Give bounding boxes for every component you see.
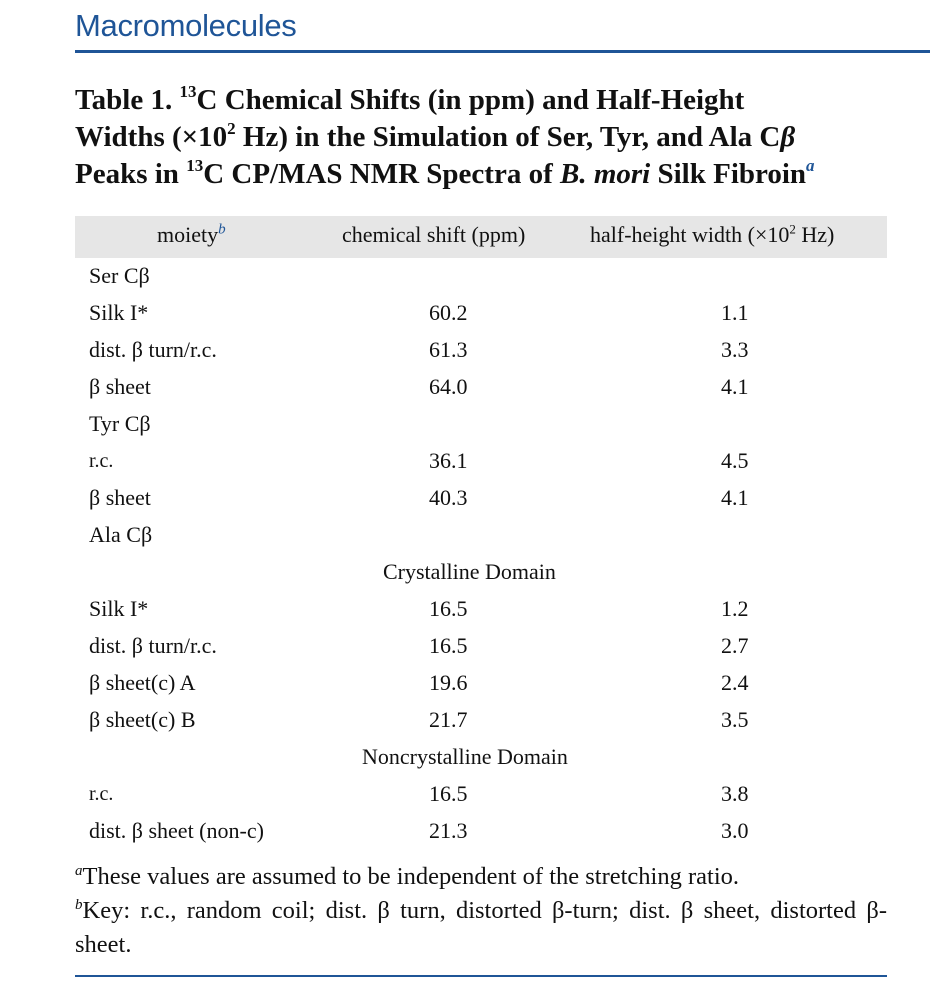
header-width-label: half-height width (×10 <box>590 222 790 247</box>
caption-superscript-13b: 13 <box>186 156 204 176</box>
caption-text-line2a: Widths (×10 <box>75 121 228 153</box>
header-width-unit: Hz) <box>795 222 835 247</box>
table-row <box>75 374 887 411</box>
cell-moiety: Silk I* <box>89 300 149 325</box>
cell-shift: 61.3 <box>429 337 468 362</box>
cell-moiety: β sheet <box>89 485 151 510</box>
caption-species: B. mori <box>559 158 651 190</box>
cell-width: 3.3 <box>721 337 749 362</box>
cell-width: 3.8 <box>721 781 749 806</box>
cell-width: 4.1 <box>721 374 749 399</box>
header-moiety-label: moiety <box>157 222 219 247</box>
journal-title: Macromolecules <box>75 8 297 43</box>
table-row <box>75 633 887 670</box>
footnote-b-text: Key: r.c., random coil; dist. β turn, distorted β-turn; dist. β sheet, distorted β-sheet. <box>75 897 887 958</box>
table-row <box>75 818 887 855</box>
cell-shift: 16.5 <box>429 633 468 658</box>
cell-shift: 36.1 <box>429 448 468 473</box>
cell-moiety: r.c. <box>89 783 114 805</box>
footnote-b-mark: b <box>75 896 83 913</box>
cell-shift: 16.5 <box>429 596 468 621</box>
footnote-a-mark: a <box>75 862 83 879</box>
cell-width: 4.1 <box>721 485 749 510</box>
cell-shift: 64.0 <box>429 374 468 399</box>
cell-moiety: dist. β turn/r.c. <box>89 337 217 362</box>
noncrystalline-domain-label: Noncrystalline Domain <box>362 744 568 769</box>
cell-shift: 21.7 <box>429 707 468 732</box>
header-chemical-shift: chemical shift (ppm) <box>342 222 526 247</box>
header-width-superscript: 2 <box>789 221 796 237</box>
crystalline-domain-label: Crystalline Domain <box>383 559 556 584</box>
table-row <box>75 263 887 300</box>
caption-superscript-2: 2 <box>227 119 236 139</box>
header-half-height-width <box>590 222 834 248</box>
table-row <box>75 337 887 374</box>
table-caption <box>75 82 920 193</box>
table-row <box>75 300 887 337</box>
cell-moiety: dist. β turn/r.c. <box>89 633 217 658</box>
table-row <box>75 522 887 559</box>
cell-width: 3.0 <box>721 818 749 843</box>
caption-text-line1: C Chemical Shifts (in ppm) and Half-Height <box>196 84 745 116</box>
cell-moiety: β sheet(c) A <box>89 670 196 695</box>
cell-shift: 60.2 <box>429 300 468 325</box>
caption-text-line2b: Hz) in the Simulation of Ser, Tyr, and Ala C <box>235 121 781 153</box>
cell-moiety: Tyr Cβ <box>89 411 151 436</box>
cell-moiety: β sheet <box>89 374 151 399</box>
cell-shift: 40.3 <box>429 485 468 510</box>
cell-moiety: β sheet(c) B <box>89 707 196 732</box>
footnote-a <box>75 860 887 894</box>
cell-shift: 16.5 <box>429 781 468 806</box>
cell-moiety: r.c. <box>89 450 114 472</box>
caption-superscript-13: 13 <box>179 82 197 102</box>
header-moiety <box>157 222 226 248</box>
footer-divider <box>75 975 887 977</box>
cell-width: 4.5 <box>721 448 749 473</box>
cell-width: 1.2 <box>721 596 749 621</box>
cell-moiety: dist. β sheet (non-c) <box>89 818 264 843</box>
table-row <box>75 670 887 707</box>
cell-moiety: Silk I* <box>89 596 149 621</box>
table-footnotes <box>75 860 887 962</box>
header-divider <box>75 50 930 53</box>
caption-text-line3b: C CP/MAS NMR Spectra of <box>203 158 560 190</box>
footnote-a-text: These values are assumed to be independent of the stretching ratio. <box>82 863 740 890</box>
table-label: Table 1. <box>75 84 173 116</box>
table-row <box>75 707 887 744</box>
caption-footnote-link[interactable]: a <box>806 156 815 176</box>
table-row <box>75 485 887 522</box>
cell-moiety: Ser Cβ <box>89 263 150 288</box>
caption-text-line3a: Peaks in <box>75 158 187 190</box>
cell-shift: 21.3 <box>429 818 468 843</box>
table-row <box>75 596 887 633</box>
cell-width: 2.7 <box>721 633 749 658</box>
caption-beta: β <box>780 121 796 153</box>
caption-text-line3c: Silk Fibroin <box>650 158 807 190</box>
cell-width: 1.1 <box>721 300 749 325</box>
cell-moiety: Ala Cβ <box>89 522 153 547</box>
table-row <box>75 781 887 818</box>
cell-width: 2.4 <box>721 670 749 695</box>
footnote-b <box>75 894 887 962</box>
cell-shift: 19.6 <box>429 670 468 695</box>
header-footnote-link[interactable]: b <box>218 221 226 238</box>
table-row <box>75 411 887 448</box>
cell-width: 3.5 <box>721 707 749 732</box>
table-row <box>75 448 887 485</box>
